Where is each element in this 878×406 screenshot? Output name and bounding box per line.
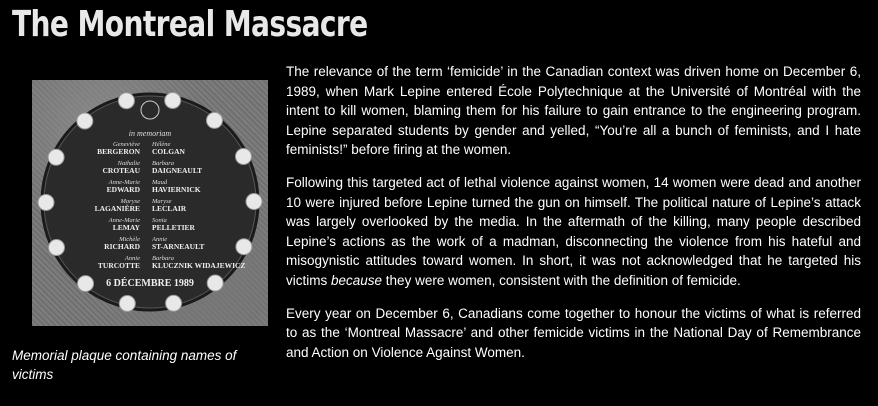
plaque-date: 6 DÉCEMBRE 1989 [106,278,194,289]
plaque-rosette [246,194,262,210]
plaque-rosette [206,112,222,128]
plaque-first-name: Geneviève [112,141,140,148]
plaque-rosette [118,93,134,109]
emphasis-because: because [331,272,383,288]
plaque-first-name: Barbara [152,160,175,167]
plaque-first-name: Anne-Marie [108,217,140,224]
paragraph-1: The relevance of the term ‘femicide’ in the Canadian context was driven home on December 6, 1989, when Mark Lepine entered École Polytechnique at the Université of Montréal with the intent to kill women, blaming them for his failure to gain entrance to the engineering program. Lepine separated students by gender and yelled, “You’re all a bunch of feminists, and I hate feminists!” before firing at the women. [286,64,861,158]
plaque-illustration [32,80,268,326]
plaque-last-name: LECLAIR [152,204,187,213]
plaque-last-name: TURCOTTE [97,261,140,270]
plaque-last-name: BERGERON [97,147,140,156]
plaque-rosette [207,275,223,291]
plaque-rosette [166,295,182,311]
plaque-last-name: ST-ARNEAULT [152,242,205,251]
plaque-last-name: LAGANIÈRE [94,204,140,213]
paragraph-2-end: they were women, consistent with the definition of femicide. [382,272,741,288]
plaque-last-name: LEMAY [112,223,140,232]
article-body [286,62,861,375]
plaque-first-name: Maryse [120,198,140,205]
plaque-first-name: Nathalie [117,160,140,167]
plaque-rosette [38,194,54,210]
plaque-heading: in memoriam [128,129,172,138]
paragraph-2-text: Following this targeted act of lethal violence against women, 14 women were dead and another 10 were injured before Lepine turned the gun on himself. The political nature of Lepine’s attack was largely overlooked by the media. In the aftermath of the killing, many people described Lepine’s actions as the work of a madman, disconnecting the violence from his hateful and misogynistic attitudes toward women. In short, it was not acknowledged that he targeted his victims [286,174,861,288]
plaque-last-name: HAVIERNICK [152,185,201,194]
plaque-first-name: Maryse [152,198,172,205]
plaque-rosette [77,113,93,129]
plaque-first-name: Annie [124,255,140,262]
plaque-rosette [236,148,252,164]
plaque-first-name: Michèle [119,236,140,243]
plaque-rosette [165,93,181,109]
plaque-last-name: COLGAN [152,147,185,156]
paragraph-2 [286,173,861,291]
plaque-rosette [236,239,252,255]
plaque-rosette [119,295,135,311]
memorial-plaque-image [32,80,268,326]
plaque-last-name: EDWARD [106,185,140,194]
plaque-first-name: Hélène [152,141,171,148]
plaque-last-name: KLUCZNIK WIDAJEWICZ [152,261,246,270]
plaque-last-name: CROTEAU [102,166,140,175]
plaque-rosette [48,149,64,165]
plaque-last-name: DAIGNEAULT [152,166,203,175]
plaque-first-name: Barbara [152,255,175,262]
plaque-rosette [78,276,94,292]
plaque-first-name: Anne-Marie [108,179,140,186]
plaque-first-name: Annie [152,236,168,243]
plaque-first-name: Maud [152,179,168,186]
page-title: The Montreal Massacre [12,4,368,45]
plaque-last-name: RICHARD [104,242,140,251]
plaque-last-name: PELLETIER [152,223,195,232]
paragraph-3: Every year on December 6, Canadians come together to honour the victims of what is referred to as the ‘Montreal Massacre’ and other femicide victims in the National Day of Remembrance and Action on Violence Against Women. [286,305,861,360]
figure-caption: Memorial plaque containing names of victims [12,348,237,382]
plaque-rosette [48,240,64,256]
plaque-first-name: Sonia [152,217,167,224]
